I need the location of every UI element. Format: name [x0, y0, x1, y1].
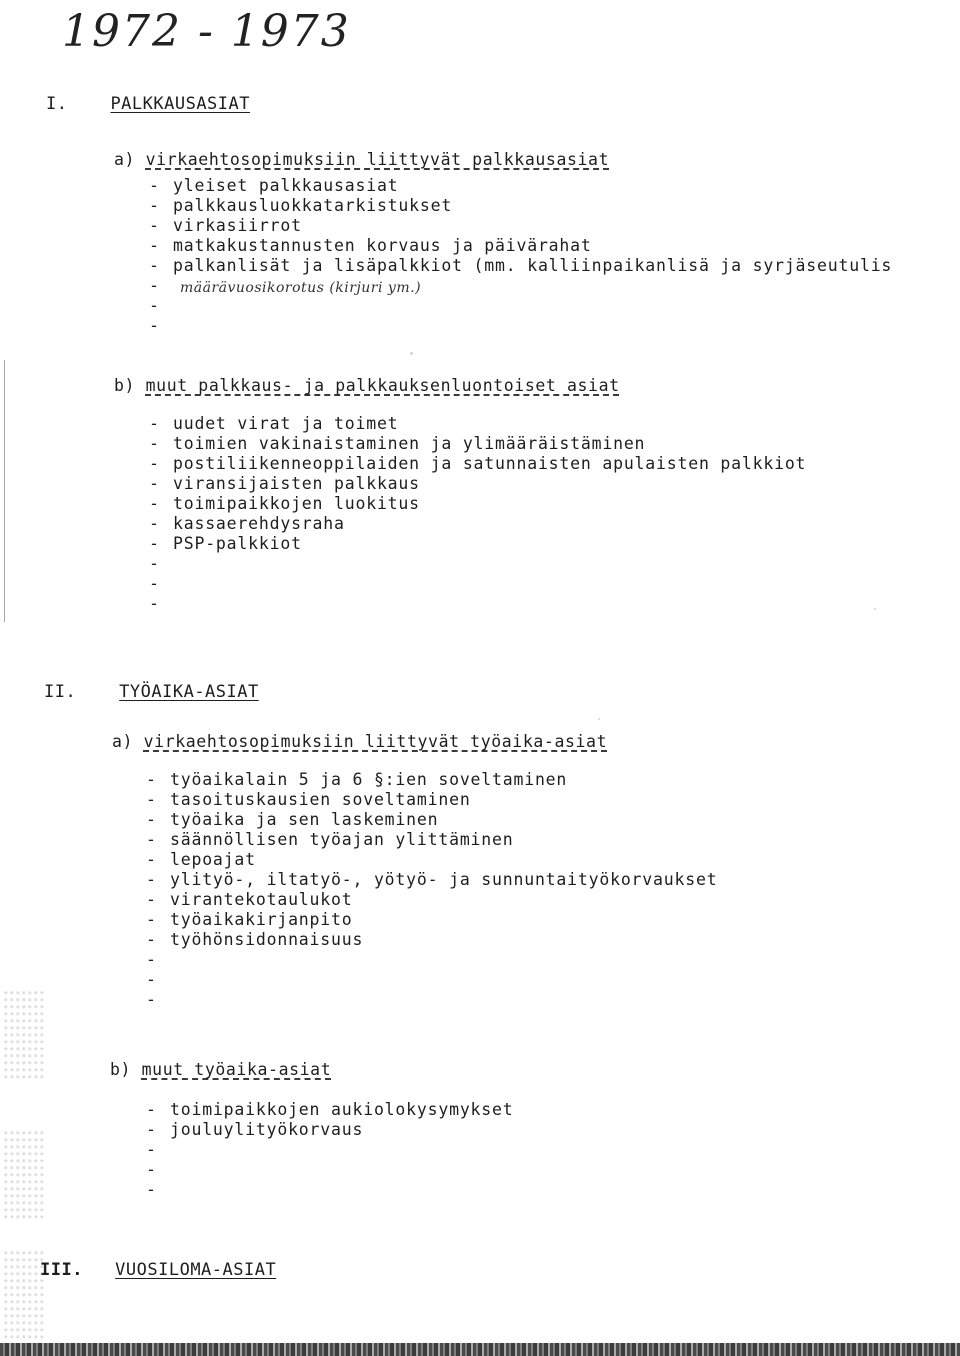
- section-title: VUOSILOMA-ASIAT: [115, 1260, 277, 1280]
- scan-speckle: [4, 1130, 44, 1220]
- list-item: - uudet virat ja toimet: [149, 414, 806, 434]
- list-item: [149, 316, 892, 336]
- list-item: - työaikalain 5 ja 6 §:ien soveltaminen: [146, 770, 717, 790]
- list-item: [146, 990, 717, 1010]
- subsection-heading: [110, 1060, 331, 1079]
- list-item: - tasoituskausien soveltaminen: [146, 790, 717, 810]
- section-number: I.: [46, 94, 68, 114]
- list-item: [149, 594, 806, 614]
- list-item: [146, 1180, 513, 1200]
- scan-margin-line: [4, 360, 5, 622]
- list-item: - lepoajat: [146, 850, 717, 870]
- list-item: - viransijaisten palkkaus: [149, 474, 806, 494]
- scan-dot: [410, 352, 413, 355]
- subsection-title: virkaehtosopimuksiin liittyvät palkkausasiat: [145, 150, 610, 169]
- list-item: [149, 554, 806, 574]
- subsection-heading: [114, 150, 609, 169]
- item-list: [146, 1100, 513, 1200]
- section-number: II.: [44, 682, 77, 702]
- section-heading-vuosiloma-asiat: [40, 1260, 276, 1280]
- subsection-letter: b): [114, 376, 136, 395]
- item-list: [146, 770, 717, 1010]
- list-item: - postiliikenneoppilaiden ja satunnaisten apulaisten palkkiot: [149, 454, 806, 474]
- subsection-letter: a): [114, 150, 136, 169]
- list-item: - toimipaikkojen luokitus: [149, 494, 806, 514]
- handwritten-note: määrävuosikorotus (kirjuri ym.): [180, 280, 422, 296]
- subsection-letter: a): [112, 732, 134, 751]
- scan-dot: [874, 608, 876, 610]
- section-heading-tyoaika-asiat: [44, 682, 259, 702]
- scan-speckle: [4, 1250, 44, 1340]
- list-item: - virantekotaulukot: [146, 890, 717, 910]
- subsection-heading: [112, 732, 607, 751]
- scan-speckle: [4, 990, 44, 1080]
- item-list: [149, 176, 892, 336]
- subsection-title: virkaehtosopimuksiin liittyvät työaika-asiat: [143, 732, 608, 751]
- list-item: [146, 970, 717, 990]
- list-item: [149, 296, 892, 316]
- section-title: TYÖAIKA-ASIAT: [119, 682, 259, 702]
- list-item: [146, 950, 717, 970]
- list-item: - työaika ja sen laskeminen: [146, 810, 717, 830]
- list-item: - ylityö-, iltatyö-, yötyö- ja sunnuntaityökorvaukset: [146, 870, 717, 890]
- subsection-letter: b): [110, 1060, 132, 1079]
- subsection-heading: [114, 376, 620, 395]
- list-item: - työhönsidonnaisuus: [146, 930, 717, 950]
- list-item: - säännöllisen työajan ylittäminen: [146, 830, 717, 850]
- section-title: PALKKAUSASIAT: [110, 94, 250, 114]
- item-list: [149, 414, 806, 614]
- scan-dot: [598, 718, 600, 720]
- list-item: - jouluylityökorvaus: [146, 1120, 513, 1140]
- subsection-title: muut palkkaus- ja palkkauksenluontoiset asiat: [145, 376, 620, 395]
- list-item: - palkanlisät ja lisäpalkkiot (mm. kalliinpaikanlisä ja syrjäseutulis: [149, 256, 892, 276]
- list-item: - PSP-palkkiot: [149, 534, 806, 554]
- list-item: - työaikakirjanpito: [146, 910, 717, 930]
- list-item: [146, 1160, 513, 1180]
- list-item: - palkkausluokkatarkistukset: [149, 196, 892, 216]
- list-item: - kassaerehdysraha: [149, 514, 806, 534]
- subsection-title: muut työaika-asiat: [141, 1060, 332, 1079]
- list-item: - virkasiirrot: [149, 216, 892, 236]
- list-item: [149, 574, 806, 594]
- list-item: - yleiset palkkausasiat: [149, 176, 892, 196]
- list-item: - toimien vakinaistaminen ja ylimääräistäminen: [149, 434, 806, 454]
- section-heading-palkkausasiat: [46, 94, 250, 114]
- list-item: - toimipaikkojen aukiolokysymykset: [146, 1100, 513, 1120]
- scan-edge-band: [0, 1343, 960, 1356]
- handwritten-year: 1972 - 1973: [62, 6, 351, 57]
- section-number: III.: [40, 1260, 83, 1280]
- list-item: - matkakustannusten korvaus ja päivärahat: [149, 236, 892, 256]
- list-item: [146, 1140, 513, 1160]
